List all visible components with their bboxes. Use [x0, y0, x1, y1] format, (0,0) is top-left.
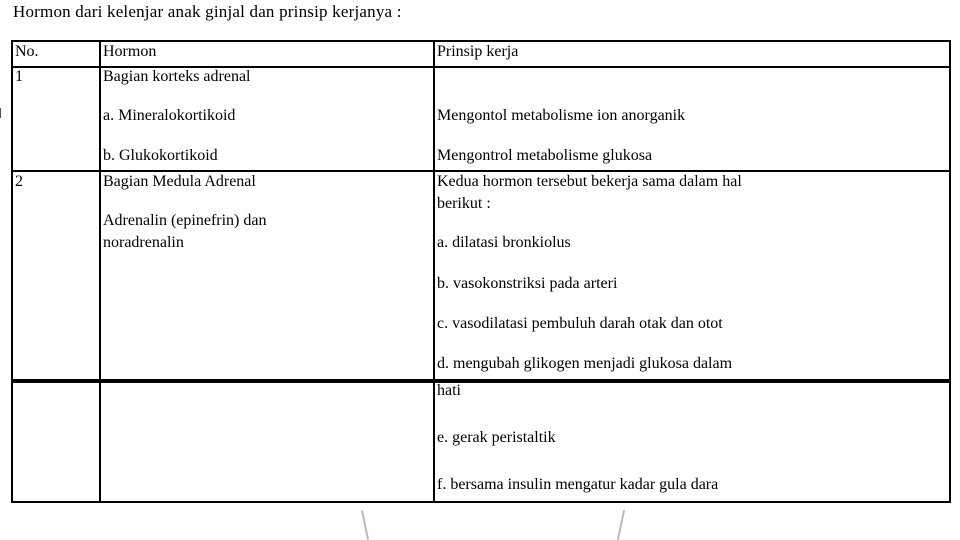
- document-title: Hormon dari kelenjar anak ginjal dan prinsip kerjanya :: [13, 2, 402, 21]
- row2-prinsip-b: b. vasokonstriksi pada arteri: [437, 275, 618, 292]
- header-hormon: Hormon: [103, 43, 157, 60]
- row2-hormon-line2: noradrenalin: [103, 234, 184, 251]
- row2-prinsip-c: c. vasodilatasi pembuluh darah otak dan otot: [437, 315, 723, 332]
- row2-prinsip-d-cont: hati: [437, 382, 461, 399]
- decorative-line: [617, 510, 625, 540]
- row2-number: 2: [15, 173, 23, 190]
- row1-prinsip-a: Mengontol metabolisme ion anorganik: [437, 107, 686, 124]
- header-no: No.: [15, 43, 39, 60]
- column-divider: [433, 42, 435, 379]
- row2-prinsip-a: a. dilatasi bronkiolus: [437, 234, 571, 251]
- row1-hormon-heading: Bagian korteks adrenal: [103, 68, 251, 85]
- row1-prinsip-b: Mengontrol metabolisme glukosa: [437, 147, 653, 164]
- column-divider: [99, 383, 101, 501]
- column-divider: [99, 42, 101, 379]
- header-prinsip-kerja: Prinsip kerja: [437, 43, 519, 60]
- hormone-table-continuation: [11, 381, 951, 503]
- row1-number: 1: [15, 68, 23, 85]
- row2-prinsip-intro-2: berikut :: [437, 195, 491, 212]
- row2-prinsip-d: d. mengubah glikogen menjadi glukosa dalam: [437, 355, 733, 372]
- row2-hormon-line1: Adrenalin (epinefrin) dan: [103, 212, 267, 229]
- edge-mark: [0, 108, 4, 118]
- hormone-table: [11, 40, 951, 381]
- decorative-line: [361, 510, 369, 540]
- row1-hormon-b: b. Glukokortikoid: [103, 147, 218, 164]
- row2-prinsip-intro-1: Kedua hormon tersebut bekerja sama dalam hal: [437, 173, 742, 190]
- row1-hormon-a: a. Mineralokortikoid: [103, 107, 236, 124]
- row2-prinsip-e: e. gerak peristaltik: [437, 429, 556, 446]
- column-divider: [433, 383, 435, 501]
- row2-hormon-heading: Bagian Medula Adrenal: [103, 173, 256, 190]
- row2-prinsip-f: f. bersama insulin mengatur kadar gula dara: [437, 476, 719, 493]
